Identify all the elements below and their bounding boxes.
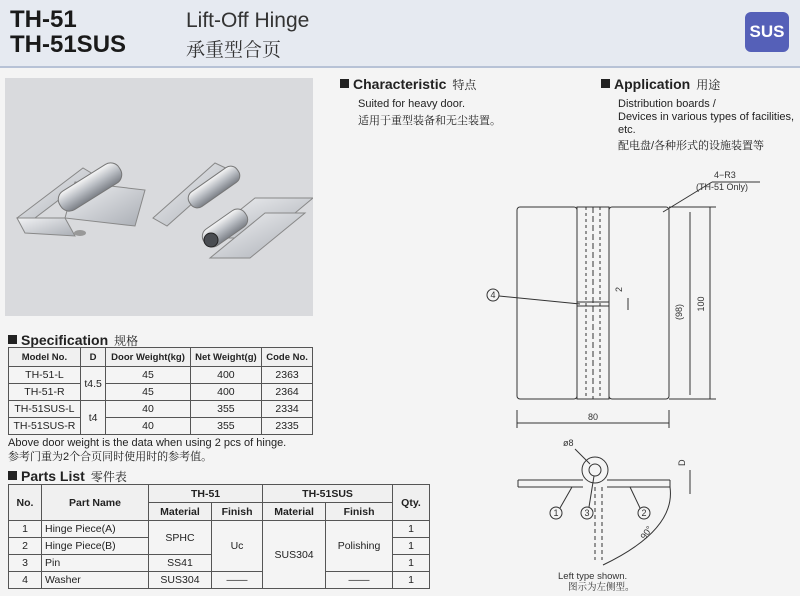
door-weight-cell: 40 (106, 401, 190, 418)
parts-list-heading: Parts List 零件表 (8, 468, 127, 485)
table-row (9, 401, 313, 418)
title-english: Lift-Off Hinge (186, 9, 310, 32)
material-cell: SS41 (149, 555, 212, 572)
material-cell: SPHC (149, 521, 212, 555)
specification-table (8, 347, 313, 435)
finish-cell: Polishing (326, 521, 393, 572)
table-header-row (9, 348, 313, 367)
characteristic-heading: Characteristic 特点 (340, 76, 476, 93)
model-number-1: TH-51 (10, 6, 77, 33)
group-header: TH-51 (149, 485, 263, 503)
bullet-square-icon (8, 335, 17, 344)
model-number-2: TH-51SUS (10, 31, 127, 58)
finish-cell: Uc (211, 521, 262, 572)
column-header: Model No. (9, 348, 81, 367)
finish-cell: —— (211, 572, 262, 589)
model-cell: TH-51-L (9, 367, 81, 384)
part-name-cell: Pin (42, 555, 149, 572)
qty-cell: 1 (393, 572, 430, 589)
finish-cell: —— (326, 572, 393, 589)
characteristic-text-cn: 适用于重型装备和无尘装置。 (358, 115, 501, 127)
code-cell: 2364 (262, 384, 313, 401)
technical-drawing (320, 160, 790, 590)
no-cell: 1 (9, 521, 42, 538)
bullet-square-icon (8, 471, 17, 480)
spec-note-cn: 参考门重为2个合页同时使用时的参考值。 (8, 451, 213, 463)
table-row (9, 418, 313, 435)
table-row (9, 367, 313, 384)
column-header: Finish (326, 503, 393, 521)
dim-80-label: 80 (587, 412, 599, 422)
model-cell: TH-51-R (9, 384, 81, 401)
code-cell: 2334 (262, 401, 313, 418)
column-header: Qty. (393, 485, 430, 521)
application-text-cn: 配电盘/各种形式的设施装置等 (618, 140, 765, 152)
code-cell: 2363 (262, 367, 313, 384)
group-header: TH-51SUS (263, 485, 393, 503)
dim-100-label: 100 (696, 296, 706, 312)
part-name-cell: Hinge Piece(B) (42, 538, 149, 555)
dim-phi8-label: ø8 (563, 438, 574, 448)
column-header: No. (9, 485, 42, 521)
callout-4-label: 4 (490, 290, 496, 300)
door-weight-cell: 45 (106, 384, 190, 401)
door-weight-cell: 40 (106, 418, 190, 435)
column-header: Material (149, 503, 212, 521)
material-cell: SUS304 (263, 521, 326, 589)
callout-3-label: 3 (584, 508, 590, 518)
column-header: Part Name (42, 485, 149, 521)
column-header: Code No. (262, 348, 313, 367)
dim-d-label: D (677, 459, 687, 466)
angle-label: 90° (638, 524, 655, 542)
column-header: Door Weight(kg) (106, 348, 190, 367)
callout-2-label: 2 (641, 508, 647, 518)
specification-heading: Specification 规格 (8, 332, 138, 349)
column-header: D (80, 348, 106, 367)
model-cell: TH-51SUS-L (9, 401, 81, 418)
column-header: Material (263, 503, 326, 521)
spec-note-en: Above door weight is the data when using 2 pcs of hinge. (8, 437, 287, 449)
bullet-square-icon (601, 79, 610, 88)
code-cell: 2335 (262, 418, 313, 435)
qty-cell: 1 (393, 521, 430, 538)
no-cell: 3 (9, 555, 42, 572)
part-name-cell: Washer (42, 572, 149, 589)
r3-label: 4−R3 (714, 170, 736, 180)
net-weight-cell: 400 (190, 367, 262, 384)
thickness-cell: t4.5 (80, 367, 106, 401)
pin-circle (589, 464, 601, 476)
part-name-cell: Hinge Piece(A) (42, 521, 149, 538)
hinge-photo-illustration (5, 78, 313, 316)
bullet-square-icon (340, 79, 349, 88)
no-cell: 2 (9, 538, 42, 555)
net-weight-cell: 400 (190, 384, 262, 401)
r3-note: (TH-51 Only) (696, 182, 749, 192)
column-header: Finish (211, 503, 262, 521)
dim-98-label: (98) (674, 303, 684, 321)
qty-cell: 1 (393, 538, 430, 555)
knuckle-circle (582, 457, 608, 483)
application-text-en-1: Distribution boards / (618, 98, 716, 110)
net-weight-cell: 355 (190, 401, 262, 418)
title-chinese: 承重型合页 (186, 40, 282, 61)
product-photo (5, 78, 313, 316)
header-band (0, 0, 800, 68)
thickness-cell: t4 (80, 401, 106, 435)
hinge-leaf-b (609, 207, 669, 399)
drawing-caption-en: Left type shown. (558, 571, 628, 582)
dim-2-label: 2 (614, 286, 624, 292)
qty-cell: 1 (393, 555, 430, 572)
drawing-caption-cn: 图示为左侧型。 (568, 582, 635, 593)
model-cell: TH-51SUS-R (9, 418, 81, 435)
callout-1-label: 1 (553, 508, 559, 518)
angle-arc (603, 487, 670, 565)
sus-badge: SUS (745, 12, 789, 52)
door-weight-cell: 45 (106, 367, 190, 384)
table-row (9, 384, 313, 401)
material-cell: SUS304 (149, 572, 212, 589)
application-text-en-2: Devices in various types of facilities, (618, 111, 795, 123)
net-weight-cell: 355 (190, 418, 262, 435)
column-header: Net Weight(g) (190, 348, 262, 367)
characteristic-text-en: Suited for heavy door. (358, 98, 466, 110)
application-text-en-3: etc. (618, 124, 636, 136)
application-heading: Application 用途 (601, 76, 720, 93)
no-cell: 4 (9, 572, 42, 589)
